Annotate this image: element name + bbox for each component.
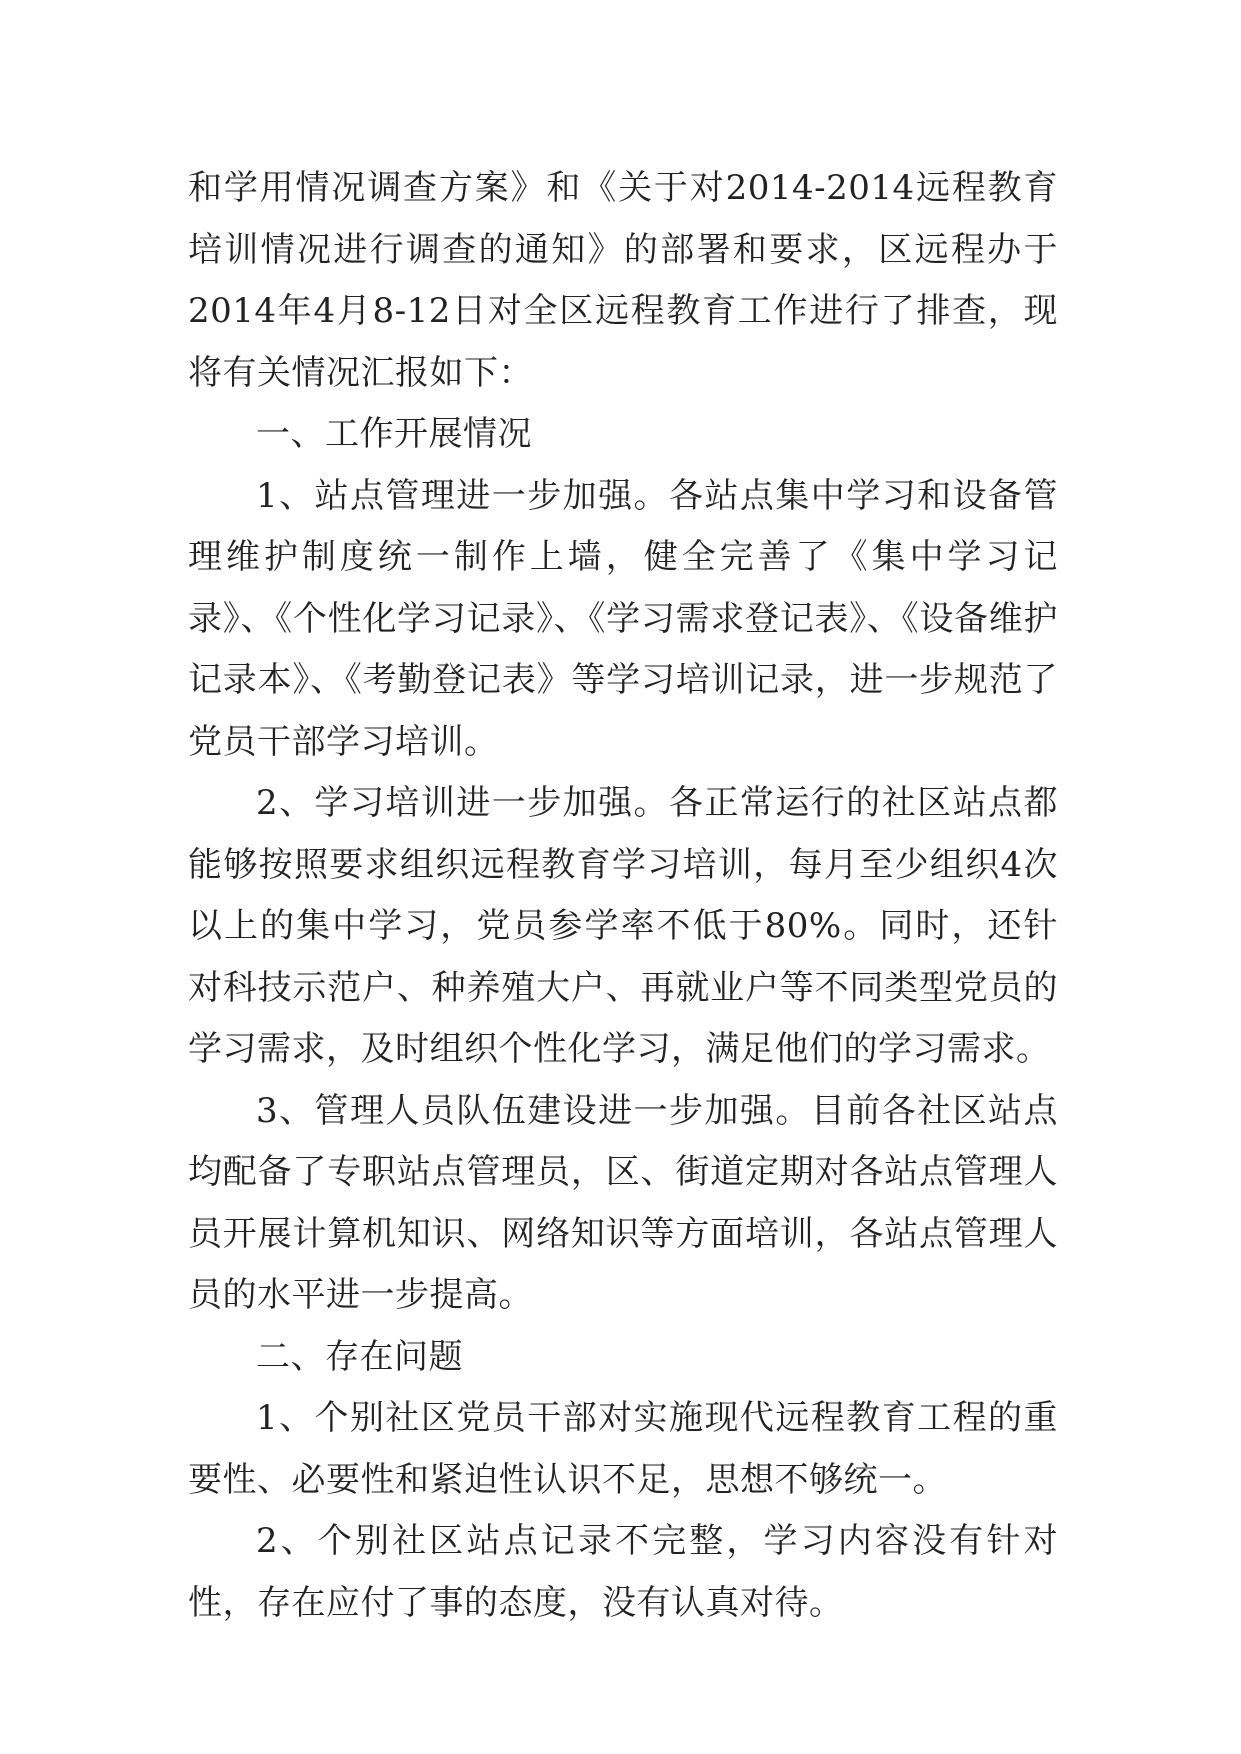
intro-paragraph: 和学用情况调查方案》和《关于对2014-2014远程教育培训情况进行调查的通知》的部署和要求，区远程办于2014年4月8-12日对全区远程教育工作进行了排查，现将有关情况汇报如下： <box>188 168 1058 393</box>
work-item-site-management: 1、站点管理进一步加强。各站点集中学习和设备管理维护制度统一制作上墙，健全完善了《集中学习记录》、《个性化学习记录》、《学习需求登记表》、《设备维护记录本》、《考勤登记表》等学习培训记录，进一步规范了党员干部学习培训。 <box>188 475 1058 762</box>
section-heading-problems: 二、存在问题 <box>256 1336 463 1377</box>
problem-item-records: 2、个别社区站点记录不完整，学习内容没有针对性，存在应付了事的态度，没有认真对待。 <box>188 1521 1058 1623</box>
problem-item-awareness: 1、个别社区党员干部对实施现代远程教育工程的重要性、必要性和紧迫性认识不足，思想不够统一。 <box>188 1398 1058 1500</box>
section-heading-work-progress: 一、工作开展情况 <box>256 414 532 454</box>
work-item-staff-building: 3、管理人员队伍建设进一步加强。目前各社区站点均配备了专职站点管理员，区、街道定期对各站点管理人员开展计算机知识、网络知识等方面培训，各站点管理人员的水平进一步提高。 <box>188 1090 1058 1315</box>
document-body <box>188 158 1058 1634</box>
work-item-study-training: 2、学习培训进一步加强。各正常运行的社区站点都能够按照要求组织远程教育学习培训，每月至少组织4次以上的集中学习，党员参学率不低于80%。同时，还针对科技示范户、种养殖大户、再就业户等不同类型党员的学习需求，及时组织个性化学习，满足他们的学习需求。 <box>188 783 1058 1069</box>
